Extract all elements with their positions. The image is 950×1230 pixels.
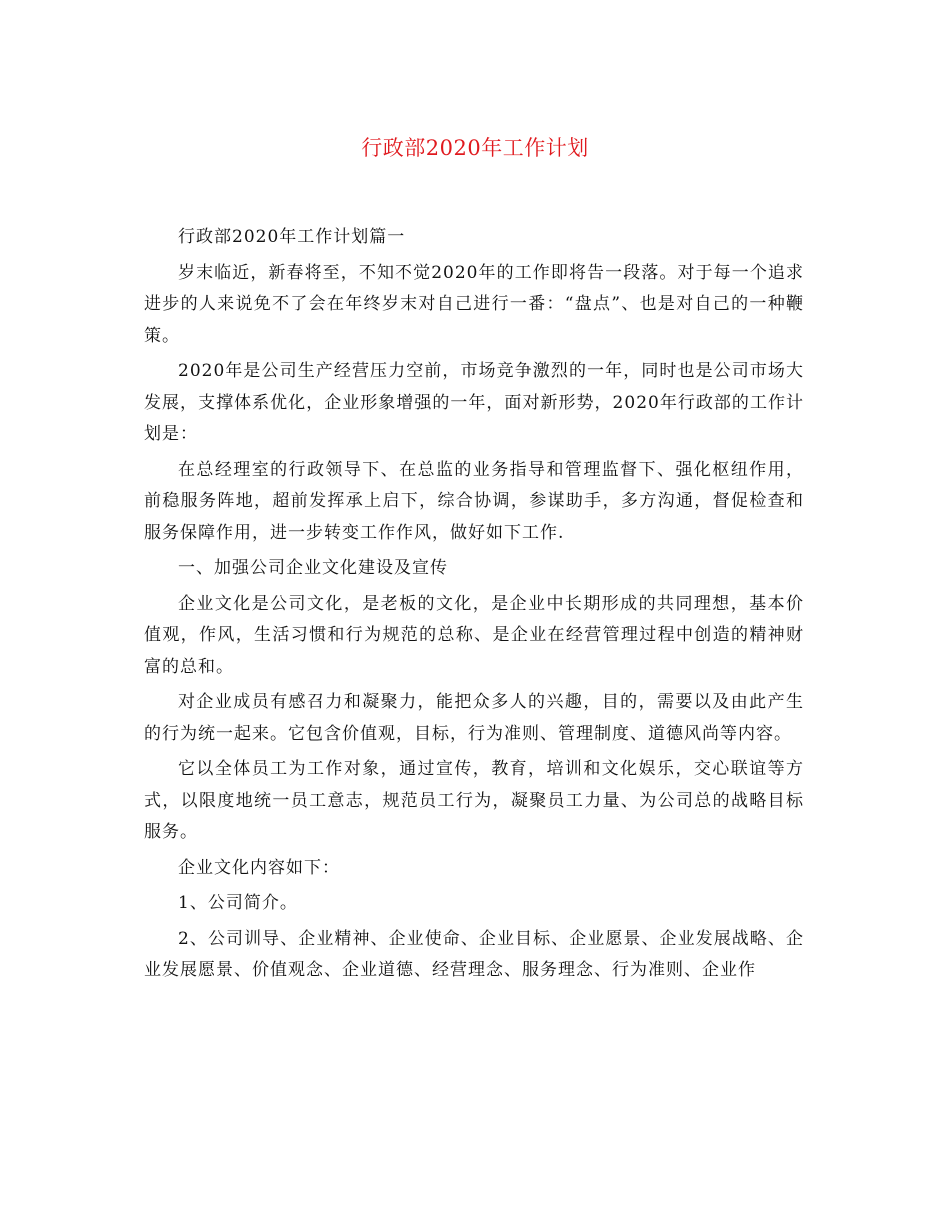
paragraph: 企业文化是公司文化，是老板的文化，是企业中长期形成的共同理想，基本价值观，作风，生活习惯和行为规范的总称、是企业在经营管理过程中创造的精神财富的总和。 (144, 593, 804, 677)
paragraph: 2020年是公司生产经营压力空前，市场竞争激烈的一年，同时也是公司市场大发展，支撑体系优化，企业形象增强的一年，面对新形势，2020年行政部的工作计划是： (144, 361, 804, 444)
list-item: 2、公司训导、企业精神、企业使命、企业目标、企业愿景、企业发展战略、企业发展愿景、价值观念、企业道德、经营理念、服务理念、行为准则、企业作 (144, 928, 804, 980)
paragraph: 行政部2020年工作计划篇一 (178, 227, 406, 247)
paragraph: 在总经理室的行政领导下、在总监的业务指导和管理监督下、强化枢纽作用，前稳服务阵地，超前发挥承上启下，综合协调，参谋助手，多方沟通，督促检查和服务保障作用，进一步转变工作作风，做好如下工作. (144, 459, 804, 543)
paragraph: 它以全体员工为工作对象，通过宣传，教育，培训和文化娱乐，交心联谊等方式，以限度地统一员工意志，规范员工行为，凝聚员工力量、为公司总的战略目标服务。 (144, 759, 804, 842)
document-body (144, 222, 804, 991)
paragraph: 对企业成员有感召力和凝聚力，能把众多人的兴趣，目的，需要以及由此产生的行为统一起来。它包含价值观，目标，行为准则、管理制度、道德风尚等内容。 (144, 692, 804, 744)
list-item: 1、公司简介。 (178, 893, 298, 913)
paragraph: 企业文化内容如下： (178, 857, 340, 878)
paragraph: 岁末临近，新春将至，不知不觉2020年的工作即将告一段落。对于每一个追求进步的人来说免不了会在年终岁末对自己进行一番：“盘点”、也是对自己的一种鞭策。 (144, 262, 804, 346)
section-heading: 一、加强公司企业文化建设及宣传 (178, 558, 448, 578)
document-title: 行政部2020年工作计划 (361, 136, 589, 160)
